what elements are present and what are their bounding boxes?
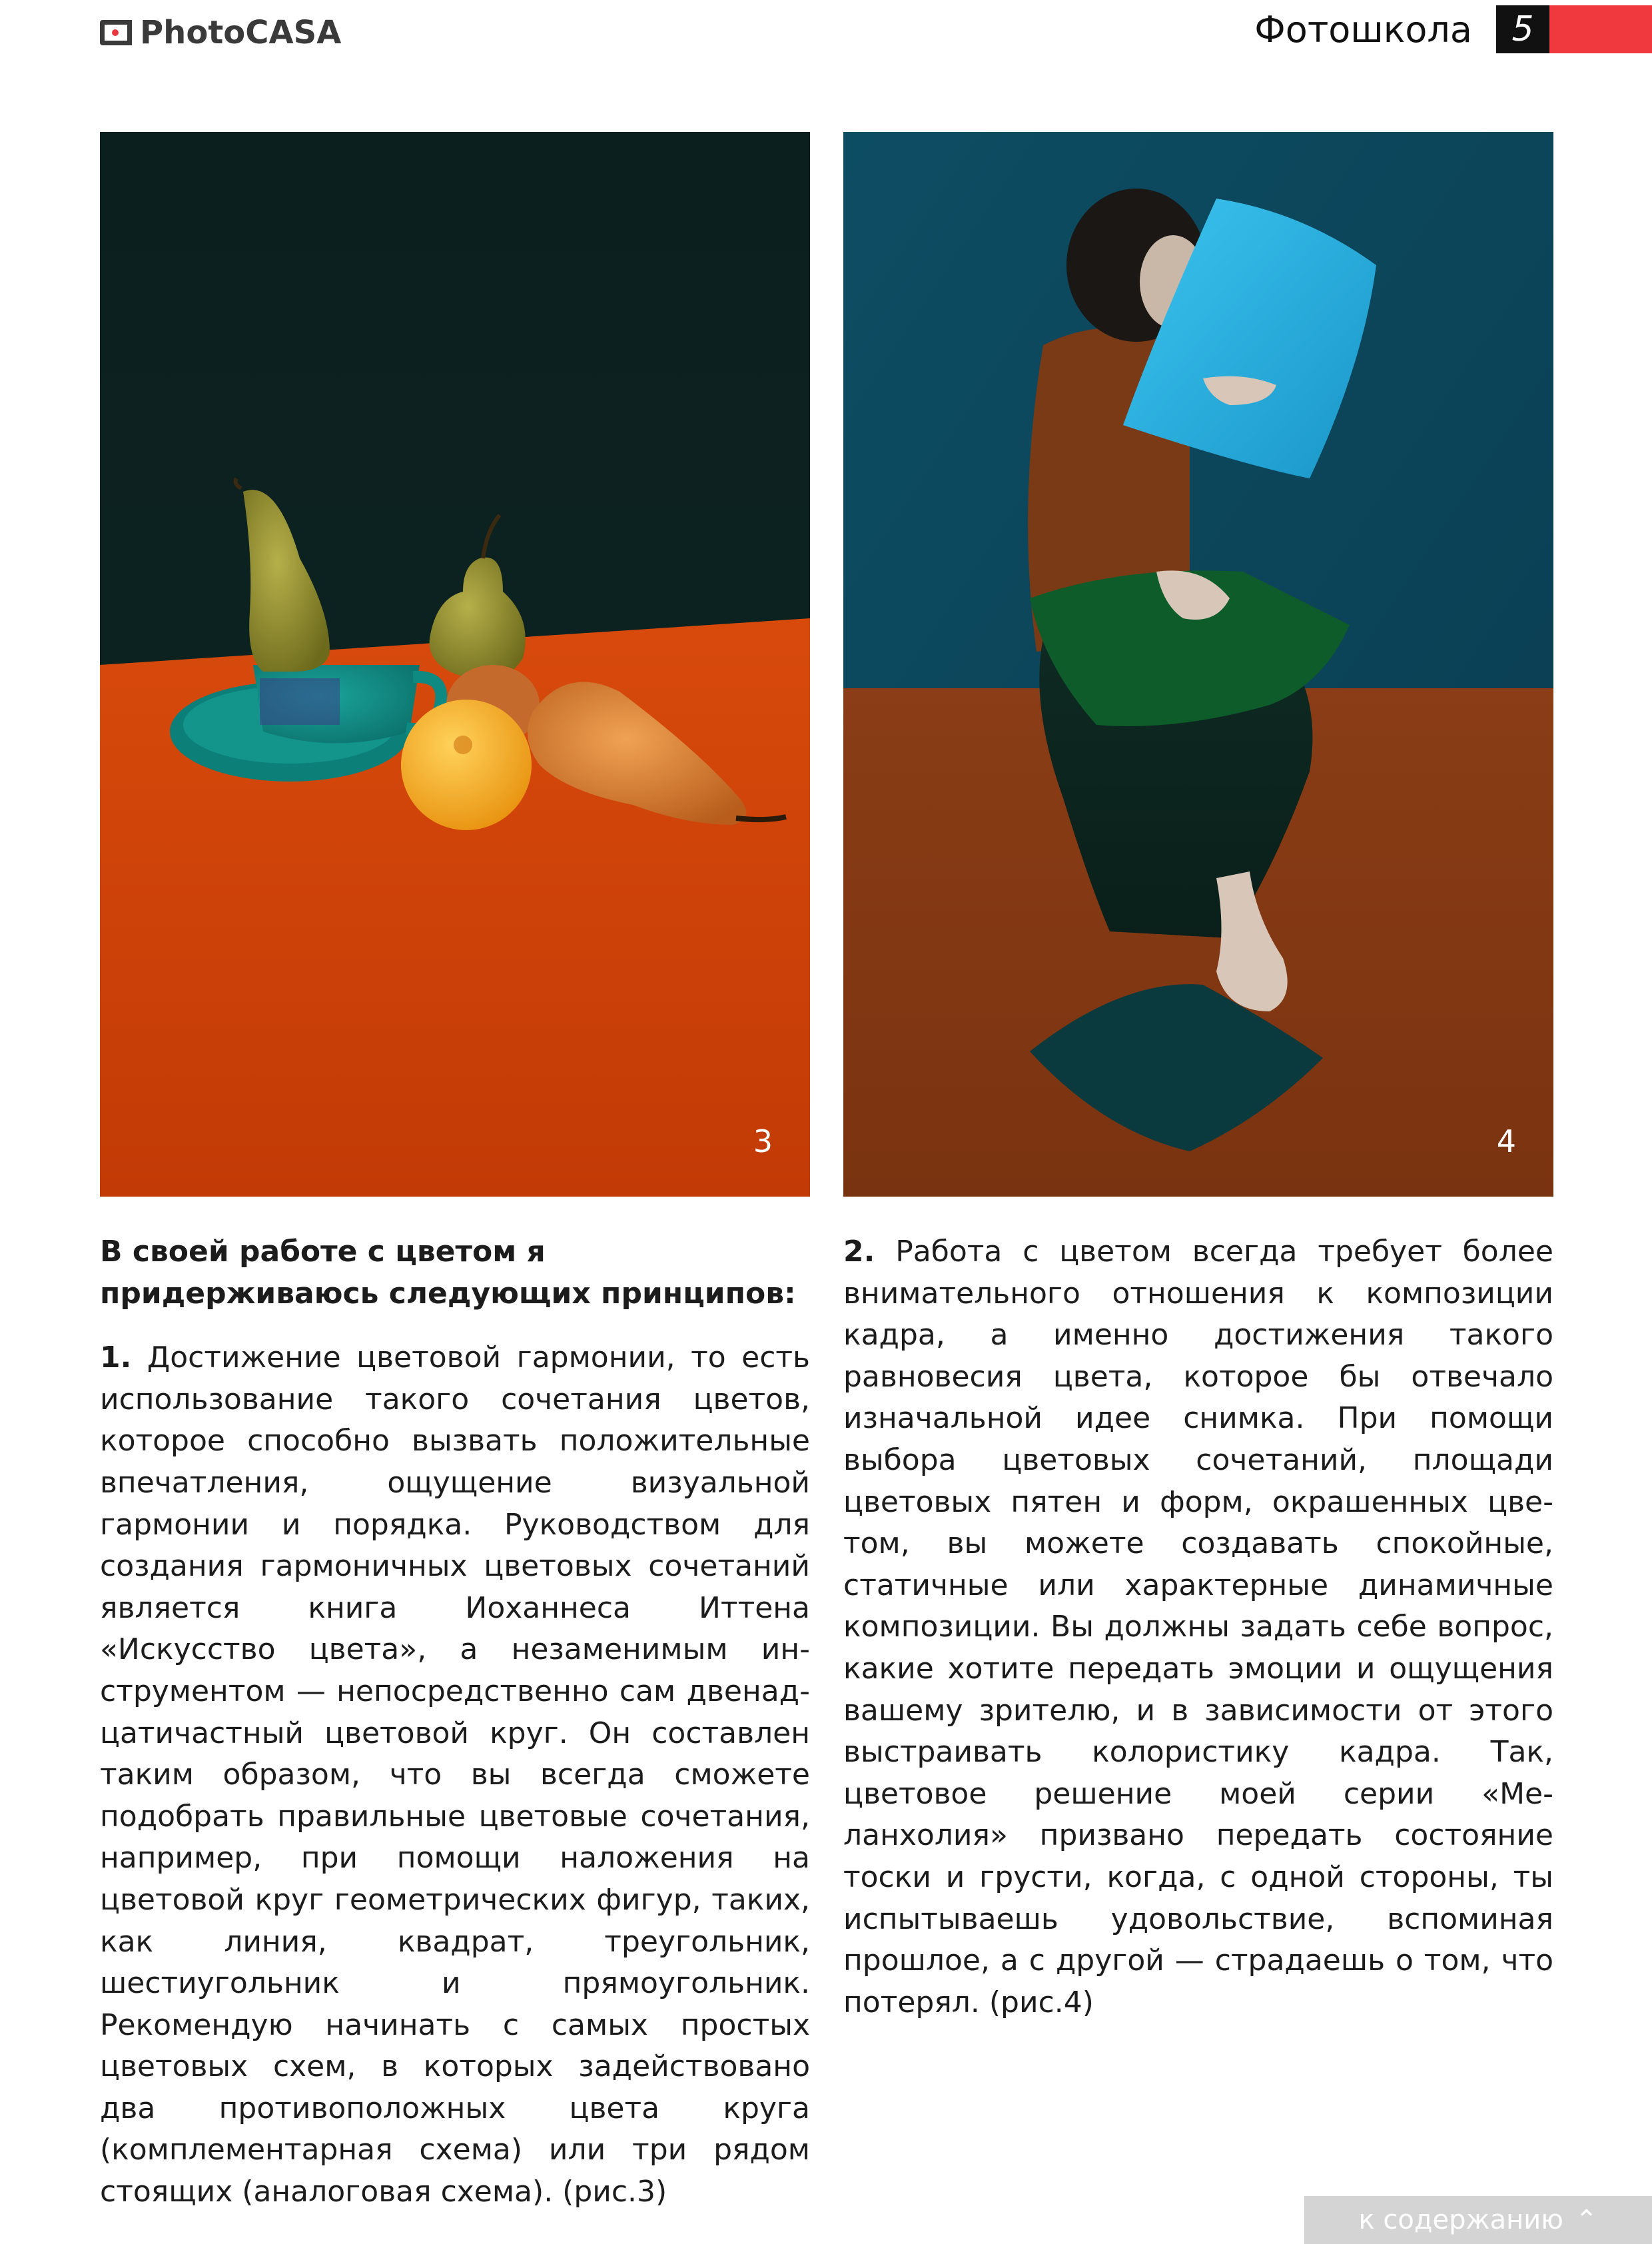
page-number: 5	[1496, 5, 1549, 53]
text-column-left	[100, 1231, 810, 2213]
lead-paragraph: В своей работе с цветом я придерживаюсь следующих принципов:	[100, 1235, 796, 1311]
toc-button[interactable]	[1304, 2196, 1652, 2244]
logo[interactable]	[100, 9, 341, 56]
item-text: Достижение цветовой гармонии, то есть использование такого сочетания цветов, которое способно вызвать положительные впечатления, ощущение визуальной гармонии и порядка. Руководством для создания гармоничных цветовых сочетаний является книга Иоханнеса Иттена «Искусство цвета», а незаменимым инструментом — непосредственно сам двенадцатичастный цветовой круг. Он составлен таким образом, что вы всегда сможете подобрать правильные цветовые сочетания, например, при помощи наложения на цветовой круг геометрических фигур, таких, как линия, квадрат, треугольник, шестиугольник и прямоугольник. Рекомендую начинать с самых простых цветовых схем, в которых задействовано два противоположных цвета круга (комплементарная схема) или три рядом стоящих (аналоговая схема). (рис.3)	[100, 1341, 810, 2209]
section-title: Фотошкола	[1254, 9, 1472, 51]
photo-number: 3	[753, 1123, 773, 1159]
chevron-double-up-icon: ⌃	[1575, 2205, 1598, 2235]
toc-label: к содержанию	[1358, 2205, 1563, 2235]
accent-bar	[1549, 5, 1652, 53]
item-number: 1.	[100, 1341, 132, 1375]
photo-still-life	[100, 132, 810, 1197]
item-number: 2.	[843, 1235, 875, 1269]
item-text: Работа с цветом всегда требует более внимательного отношения к композиции кадра, а именно достижения такого равновесия цвета, которое бы отвечало изначальной идее снимка. При помощи выбора цветовых сочетаний, площади цветовых пятен и форм, окрашенных цветом, вы можете создавать спокойные, статичные или характерные динамичные композиции. Вы должны задать себе вопрос, какие хотите передать эмоции и ощущения вашему зрителю, и в зависимости от этого выстраивать колористику кадра. Так, цветовое решение моей серии «Меланхолия» призвано передать состояние тоски и грусти, когда, с одной стороны, ты испытываешь удовольствие, вспоминая прошлое, а с другой — страдаешь о том, что потерял. (рис.4)	[843, 1235, 1553, 2019]
logo-text: PhotoCASA	[140, 14, 342, 51]
principle-2	[843, 1231, 1553, 2023]
camera-frame-icon	[100, 20, 132, 45]
principle-1	[100, 1337, 810, 2213]
text-column-right	[843, 1231, 1553, 2023]
melancholy-image	[843, 132, 1553, 1197]
photo-melancholy	[843, 132, 1553, 1197]
photo-number: 4	[1496, 1123, 1516, 1159]
still-life-image	[100, 132, 810, 1197]
